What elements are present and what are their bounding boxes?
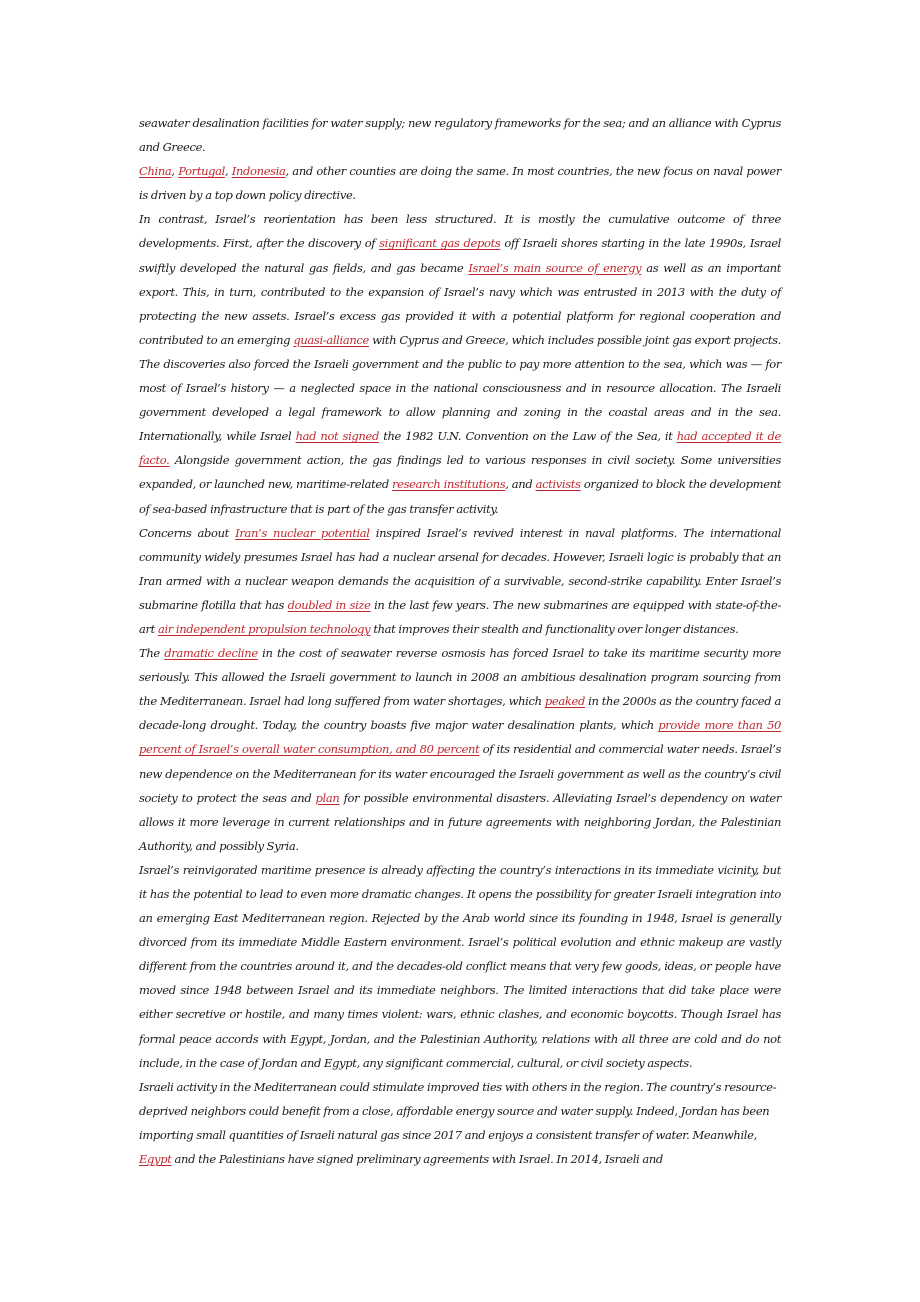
- text-run: the 1982 U.N. Convention on the Law of the Sea, it: [378, 429, 677, 444]
- inline-link[interactable]: air independent propulsion technology: [157, 621, 371, 636]
- paragraph: [139, 159, 781, 207]
- text-run: seawater desalination facilities for water supply; new regulatory frameworks for the sea; and an alliance with Cyprus and Greece.: [139, 116, 781, 155]
- text-run: , and: [505, 477, 536, 492]
- text-run: in the 2000s as the country faced a decade-long drought. Today, the country boasts five major water desalination plants, which: [139, 694, 781, 733]
- paragraph: [139, 521, 781, 641]
- inline-link[interactable]: plan: [315, 790, 340, 805]
- inline-link[interactable]: Indonesia: [231, 164, 286, 179]
- paragraph: [139, 641, 781, 858]
- inline-link[interactable]: had not signed: [295, 429, 379, 444]
- inline-link[interactable]: had accepted it de facto.: [139, 429, 781, 468]
- text-run: Israel’s reinvigorated maritime presence is already affecting the country’s interactions in its immediate vicinity, but it has the potential to lead to even more dramatic changes. It opens the possibility for greater Israeli integration into an emerging East Mediterranean region. Rejected by the Arab world since its founding in 1948, Israel is generally divorced from its immediate Middle Eastern environment. Israel’s political evolution and ethnic makeup are vastly different from the countries around it, and the decades-old conflict means that very few goods, ideas, or people have moved since 1948 between Israel and its immediate neighbors. The limited interactions that did take place were either secretive or hostile, and many times violent: wars, ethnic clashes, and economic boycotts. Though Israel has formal peace accords with Egypt, Jordan, and the Palestinian Authority, relations with all three are cold and do not include, in the case of Jordan and Egypt, any significant commercial, cultural, or civil society aspects.: [139, 862, 781, 1070]
- paragraph: [139, 1075, 781, 1171]
- text-run: ,: [225, 164, 232, 179]
- paragraph: [139, 858, 781, 1075]
- paragraph: [139, 111, 781, 159]
- text-run: Alongside government action, the gas findings led to various responses in civil society. Some universities expanded, or launched new, maritime-related: [139, 453, 781, 492]
- inline-link[interactable]: significant gas depots: [379, 236, 501, 251]
- paragraph: [139, 207, 781, 520]
- text-run: that improves their stealth and functionality over longer distances.: [370, 621, 739, 636]
- text-run: as well as an important export. This, in turn, contributed to the expansion of Israel’s navy which was entrusted in 2013 with the duty of protecting the new assets. Israel’s excess gas provided it with a potential platform for regional cooperation and contributed to an emerging: [139, 260, 781, 347]
- inline-link[interactable]: provide more than 50 percent of Israel’s overall water consumption, and 80 percent: [139, 718, 781, 757]
- inline-link[interactable]: research institutions: [392, 477, 506, 492]
- inline-link[interactable]: activists: [535, 477, 581, 492]
- text-run: ,: [171, 164, 179, 179]
- article-body: [139, 111, 781, 1171]
- text-run: and the Palestinians have signed preliminary agreements with Israel. In 2014, Israeli and: [171, 1152, 663, 1167]
- text-run: with Cyprus and Greece, which includes possible joint gas export projects. The discoveries also forced the Israeli government and the public to pay more attention to the sea, which was — for most of Israel’s history — a neglected space in the national consciousness and in resource allocation. The Israeli government developed a legal framework to allow planning and zoning in the coastal areas and in the sea. Internationally, while Israel: [139, 332, 782, 444]
- inline-link[interactable]: peaked: [544, 694, 585, 709]
- inline-link[interactable]: dramatic decline: [164, 646, 258, 661]
- text-run: , and other counties are doing the same. In most countries, the new focus on naval power is driven by a top down policy directive.: [139, 164, 781, 203]
- text-run: In contrast, Israel’s reorientation has been less structured. It is mostly the cumulative outcome of three developments. First, after the discovery of: [139, 212, 781, 251]
- text-run: Israeli activity in the Mediterranean could stimulate improved ties with others in the region. The country’s resource-deprived neighbors could benefit from a close, affordable energy source and water supply. Indeed, Jordan has been importing small quantities of Israeli natural gas since 2017 and enjoys a consistent transfer of water. Meanwhile,: [139, 1079, 777, 1142]
- text-run: The: [139, 646, 165, 661]
- text-run: off Israeli shores starting in the late 1990s, Israel swiftly developed the natural gas fields, and gas became: [139, 236, 781, 275]
- inline-link[interactable]: Iran’s nuclear potential: [235, 525, 370, 540]
- text-run: organized to block the development of sea-based infrastructure that is part of the gas transfer activity.: [139, 477, 781, 516]
- inline-link[interactable]: China: [139, 164, 172, 179]
- text-run: for possible environmental disasters. Alleviating Israel’s dependency on water allows it more leverage in current relationships and in future agreements with neighboring Jordan, the Palestinian Authority, and possibly Syria.: [139, 790, 781, 853]
- inline-link[interactable]: Portugal: [178, 164, 226, 179]
- inline-link[interactable]: Egypt: [139, 1152, 172, 1167]
- text-run: inspired Israel’s revived interest in naval platforms. The international community widely presumes Israel has had a nuclear arsenal for decades. However, Israeli logic is probably that an Iran armed with a nuclear weapon demands the acquisition of a survivable, second-strike capability. Enter Israel’s submarine flotilla that has: [139, 525, 782, 612]
- text-run: Concerns about: [139, 525, 236, 540]
- text-run: in the last few years. The new submarines are equipped with state-of-the-art: [139, 597, 781, 636]
- inline-link[interactable]: Israel’s main source of energy: [468, 260, 642, 275]
- inline-link[interactable]: doubled in size: [287, 597, 371, 612]
- text-run: in the cost of seawater reverse osmosis has forced Israel to take its maritime security more seriously. This allowed the Israeli government to launch in 2008 an ambitious desalination program sourcing from the Mediterranean. Israel had long suffered from water shortages, which: [139, 646, 781, 709]
- text-run: of its residential and commercial water needs. Israel’s new dependence on the Mediterranean for its water encouraged the Israeli government as well as the country’s civil society to protect the seas and: [139, 742, 781, 805]
- inline-link[interactable]: quasi-alliance: [293, 332, 369, 347]
